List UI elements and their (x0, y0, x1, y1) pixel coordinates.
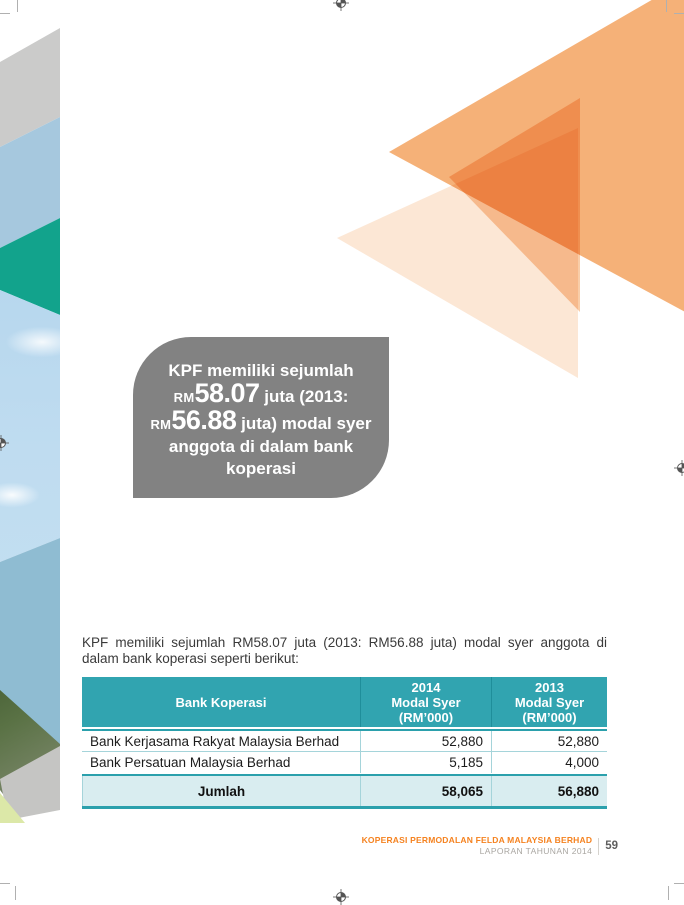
registration-mark-icon (674, 460, 684, 476)
header-2014-year: 2014 (412, 680, 441, 695)
crop-mark (674, 13, 684, 14)
footer-text-block (362, 836, 593, 856)
crop-mark (0, 13, 10, 14)
quote-line-5: koperasi (226, 458, 296, 480)
quote-bubble (133, 337, 389, 498)
bank-koperasi-table (82, 677, 607, 809)
crop-mark (0, 883, 10, 884)
table-header-row (82, 677, 607, 727)
row2-value-2014: 5,185 (360, 752, 491, 773)
table-row (82, 752, 607, 773)
header-2014-unit: (RM’000) (399, 710, 453, 725)
footer-divider (598, 838, 599, 855)
table-bottom-rule (82, 806, 607, 809)
total-value-2014: 58,065 (360, 776, 491, 806)
quote-line-3: RM56.88 juta) modal syer (150, 409, 371, 436)
header-2014-label: Modal Syer (391, 695, 460, 710)
intro-paragraph: KPF memiliki sejumlah RM58.07 juta (2013: RM56.88 juta) modal syer anggota di dalam bank koperasi seperti berikut: (82, 635, 607, 667)
quote-line-1: KPF memiliki sejumlah (168, 360, 353, 382)
header-2013-label: Modal Syer (515, 695, 584, 710)
crop-mark (666, 0, 667, 12)
row2-bank-name: Bank Persatuan Malaysia Berhad (82, 752, 360, 773)
quote-line-2: RM58.07 juta (2013: (174, 382, 349, 409)
crop-mark (674, 883, 684, 884)
crop-mark (668, 886, 669, 900)
footer-company-name: KOPERASI PERMODALAN FELDA MALAYSIA BERHAD (362, 836, 593, 846)
quote-line-4: anggota di dalam bank (169, 436, 353, 458)
header-2013-modal-syer (491, 677, 607, 727)
table-row (82, 731, 607, 752)
row1-value-2014: 52,880 (360, 731, 491, 751)
row1-value-2013: 52,880 (491, 731, 607, 751)
crop-mark (15, 886, 16, 900)
registration-mark-icon (333, 0, 349, 11)
row2-value-2013: 4,000 (491, 752, 607, 773)
total-row (82, 776, 607, 806)
footer-report-title: LAPORAN TAHUNAN 2014 (362, 847, 593, 857)
header-bank-koperasi: Bank Koperasi (82, 677, 360, 727)
header-2014-modal-syer (360, 677, 491, 727)
total-label: Jumlah (82, 776, 360, 806)
crop-mark (17, 0, 18, 12)
page-footer (362, 836, 618, 856)
registration-mark-icon (0, 435, 9, 451)
header-2013-unit: (RM’000) (522, 710, 576, 725)
header-2013-year: 2013 (535, 680, 564, 695)
total-value-2013: 56,880 (491, 776, 607, 806)
registration-mark-icon (333, 889, 349, 905)
page-number: 59 (605, 840, 618, 852)
row1-bank-name: Bank Kerjasama Rakyat Malaysia Berhad (82, 731, 360, 751)
